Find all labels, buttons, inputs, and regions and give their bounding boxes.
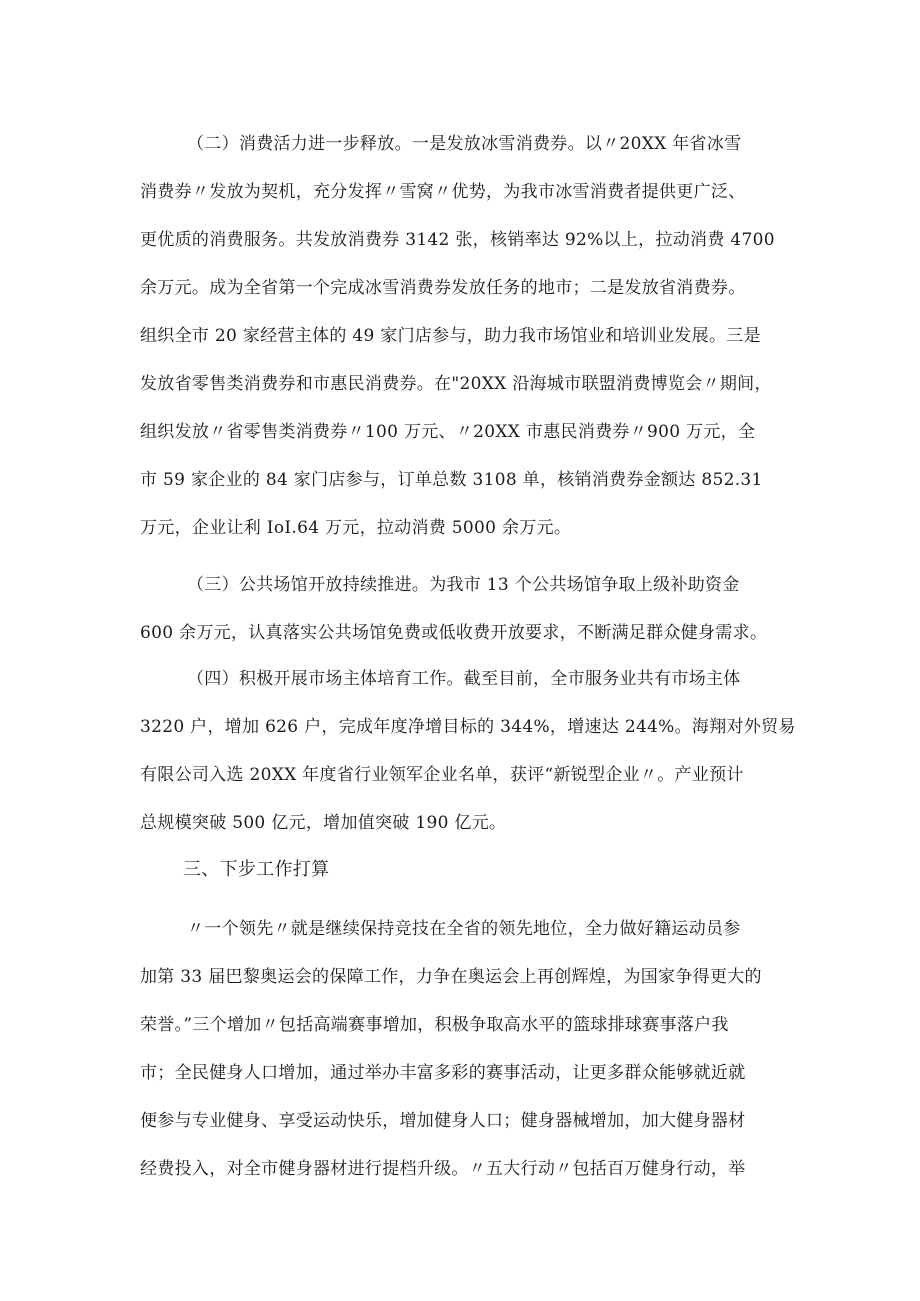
paragraph-2-line-9: 万元，企业让利 IoI.64 万元，拉动消费 5000 余万元。 <box>140 518 572 538</box>
paragraph-2-line-2: 消费券〃发放为契机，充分发挥〃雪窝〃优势，为我市冰雪消费者提供更广泛、 <box>140 182 746 202</box>
paragraph-2-line-4: 余万元。成为全省第一个完成冰雪消费券发放任务的地市；二是发放省消费券。 <box>140 278 746 298</box>
paragraph-2-line-7: 组织发放〃省零售类消费券〃100 万元、〃20XX 市惠民消费券〃900 万元，全 <box>140 422 756 442</box>
section-heading: 三、下步工作打算 <box>183 859 330 880</box>
paragraph-2-line-6: 发放省零售类消费券和市惠民消费券。在"20XX 沿海城市联盟消费博览会〃期间， <box>140 374 772 394</box>
paragraph-4-line-3: 有限公司入选 20XX 年度省行业领军企业名单，获评“新锐型企业〃。产业预计 <box>140 765 744 785</box>
paragraph-2-line-8: 市 59 家企业的 84 家门店参与，订单总数 3108 单，核销消费券金额达 852.31 <box>140 470 763 490</box>
paragraph-5-line-3: 荣誉。”三个增加〃包括高端赛事增加，积极争取高水平的篮球排球赛事落户我 <box>140 1015 729 1035</box>
paragraph-4-line-1: （四）积极开展市场主体培育工作。截至目前，全市服务业共有市场主体 <box>187 669 741 689</box>
paragraph-5-line-4: 市；全民健身人口增加，通过举办丰富多彩的赛事活动，让更多群众能够就近就 <box>140 1063 746 1083</box>
paragraph-3-line-1: （三）公共场馆开放持续推进。为我市 13 个公共场馆争取上级补助资金 <box>187 575 740 595</box>
paragraph-5-line-6: 经费投入，对全市健身器材进行提档升级。〃五大行动〃包括百万健身行动，举 <box>140 1159 746 1179</box>
paragraph-5-line-2: 加第 33 届巴黎奥运会的保障工作，力争在奥运会上再创辉煌，为国家争得更大的 <box>140 967 762 987</box>
paragraph-4-line-2: 3220 户，增加 626 户，完成年度净增目标的 344%，增速达 244%。海翔对外贸易 <box>140 717 796 737</box>
paragraph-2-line-3: 更优质的消费服务。共发放消费券 3142 张，核销率达 92%以上，拉动消费 4700 <box>140 230 775 250</box>
paragraph-5-line-1: 〃一个领先〃就是继续保持竞技在全省的领先地位，全力做好籍运动员参 <box>187 919 741 939</box>
paragraph-2-line-1: （二）消费活力进一步释放。一是发放冰雪消费券。以〃20XX 年省冰雪 <box>187 134 742 154</box>
paragraph-2-line-5: 组织全市 20 家经营主体的 49 家门店参与，助力我市场馆业和培训业发展。三是 <box>140 326 761 346</box>
paragraph-3-line-2: 600 余万元，认真落实公共场馆免费或低收费开放要求，不断满足群众健身需求。 <box>140 623 768 643</box>
paragraph-5-line-5: 便参与专业健身、享受运动快乐，增加健身人口；健身器械增加，加大健身器材 <box>140 1111 746 1131</box>
paragraph-4-line-4: 总规模突破 500 亿元，增加值突破 190 亿元。 <box>140 813 507 833</box>
